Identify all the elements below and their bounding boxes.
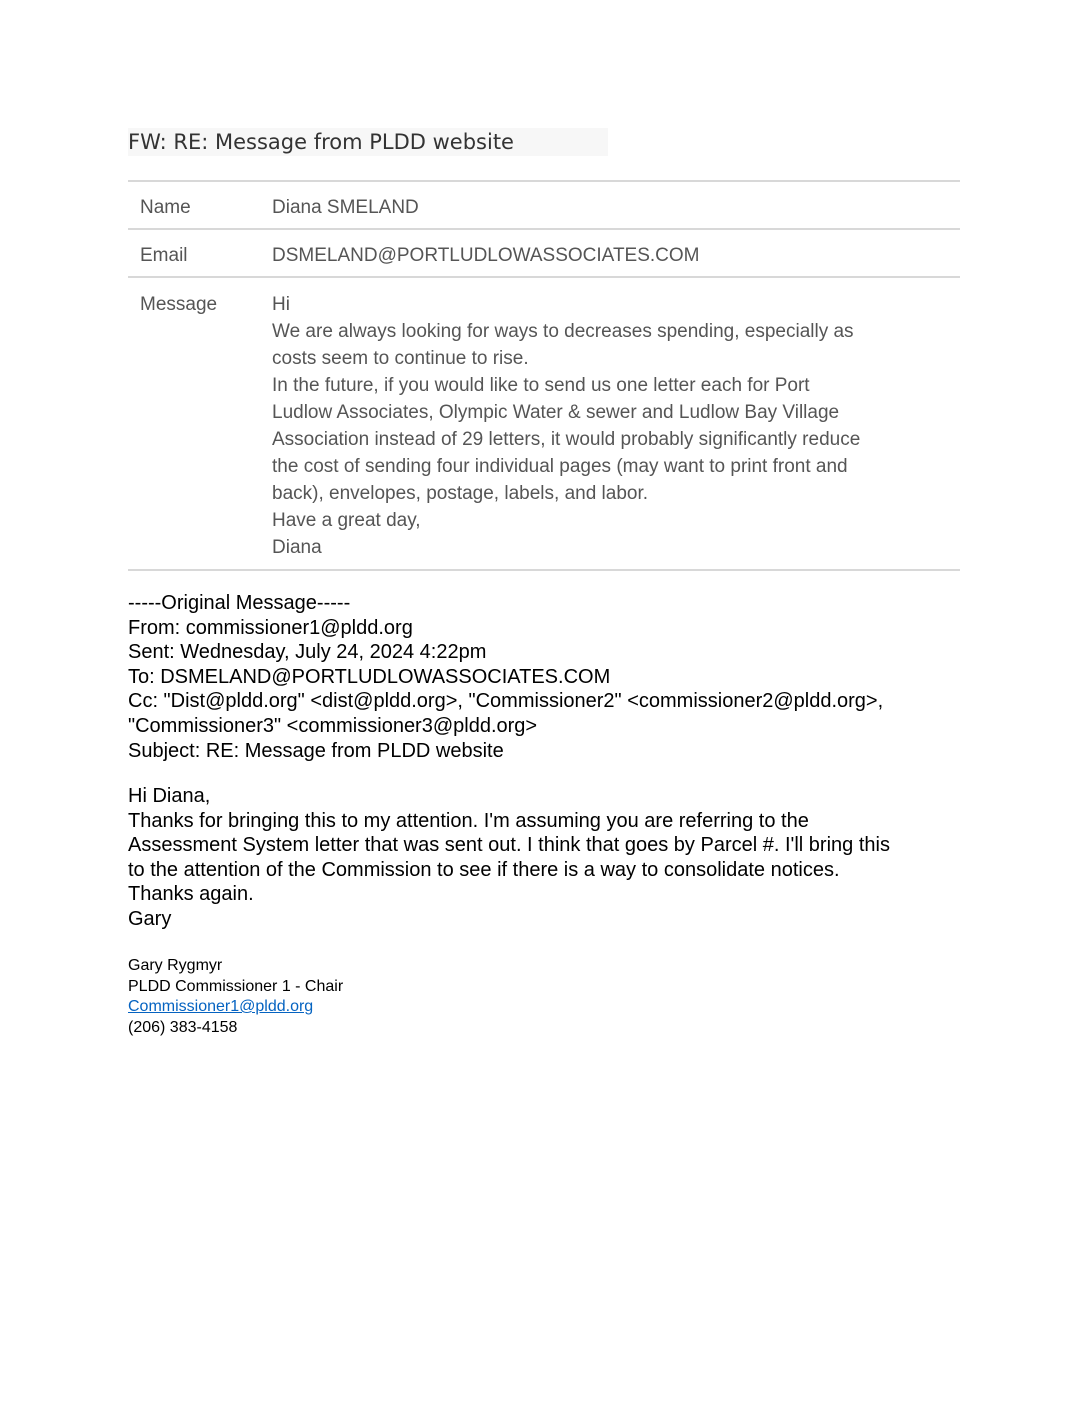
form-submission-table xyxy=(128,180,960,571)
message-line: We are always looking for ways to decreases spending, especially as xyxy=(272,321,854,342)
message-line: In the future, if you would like to send us one letter each for Port xyxy=(272,375,810,396)
message-line: the cost of sending four individual pages (may want to print front and xyxy=(272,456,848,477)
email-value: DSMELAND@PORTLUDLOWASSOCIATES.COM xyxy=(272,245,700,266)
name-label: Name xyxy=(140,197,191,218)
message-line: costs seem to continue to rise. xyxy=(272,348,529,369)
form-row-message xyxy=(128,277,960,570)
form-row-name xyxy=(128,181,960,229)
reply-line: to the attention of the Commission to see if there is a way to consolidate notices. xyxy=(128,858,840,881)
original-subject: Subject: RE: Message from PLDD website xyxy=(128,739,504,762)
message-body xyxy=(272,277,960,570)
reply-line: Gary xyxy=(128,907,172,930)
original-sent: Sent: Wednesday, July 24, 2024 4:22pm xyxy=(128,641,487,664)
original-cc-continued: "Commissioner3" <commissioner3@pldd.org> xyxy=(128,714,538,737)
message-label: Message xyxy=(140,294,218,315)
signature-phone: (206) 383-4158 xyxy=(128,1018,238,1036)
original-cc: Cc: "Dist@pldd.org" <dist@pldd.org>, "Commissioner2" <commissioner2@pldd.org>, xyxy=(128,690,884,713)
email-subject-title: FW: RE: Message from PLDD website xyxy=(128,128,608,156)
message-line: Hi xyxy=(272,294,290,315)
email-label: Email xyxy=(140,245,188,266)
reply-line: Assessment System letter that was sent out. I think that goes by Parcel #. I'll bring this xyxy=(128,834,890,857)
reply-line: Thanks for bringing this to my attention. I'm assuming you are referring to the xyxy=(128,809,809,832)
reply-line: Thanks again. xyxy=(128,883,254,906)
reply-line: Hi Diana, xyxy=(128,785,211,807)
email-signature xyxy=(128,956,343,1038)
signature-name: Gary Rygmyr xyxy=(128,957,223,974)
reply-body xyxy=(128,784,968,932)
original-message-divider: -----Original Message----- xyxy=(128,592,351,614)
signature-title: PLDD Commissioner 1 - Chair xyxy=(128,977,344,995)
original-from: From: commissioner1@pldd.org xyxy=(128,616,413,639)
form-row-email xyxy=(128,229,960,277)
message-line: Have a great day, xyxy=(272,510,421,531)
name-value: Diana SMELAND xyxy=(272,197,419,218)
original-message-headers xyxy=(128,591,968,763)
message-line: Diana xyxy=(272,537,322,558)
signature-email-row xyxy=(128,997,343,1018)
message-line: back), envelopes, postage, labels, and labor. xyxy=(272,483,649,504)
original-to: To: DSMELAND@PORTLUDLOWASSOCIATES.COM xyxy=(128,665,611,688)
message-line: Ludlow Associates, Olympic Water & sewer and Ludlow Bay Village xyxy=(272,402,840,423)
message-line: Association instead of 29 letters, it would probably significantly reduce xyxy=(272,429,861,450)
signature-email-link[interactable]: Commissioner1@pldd.org xyxy=(128,998,314,1015)
